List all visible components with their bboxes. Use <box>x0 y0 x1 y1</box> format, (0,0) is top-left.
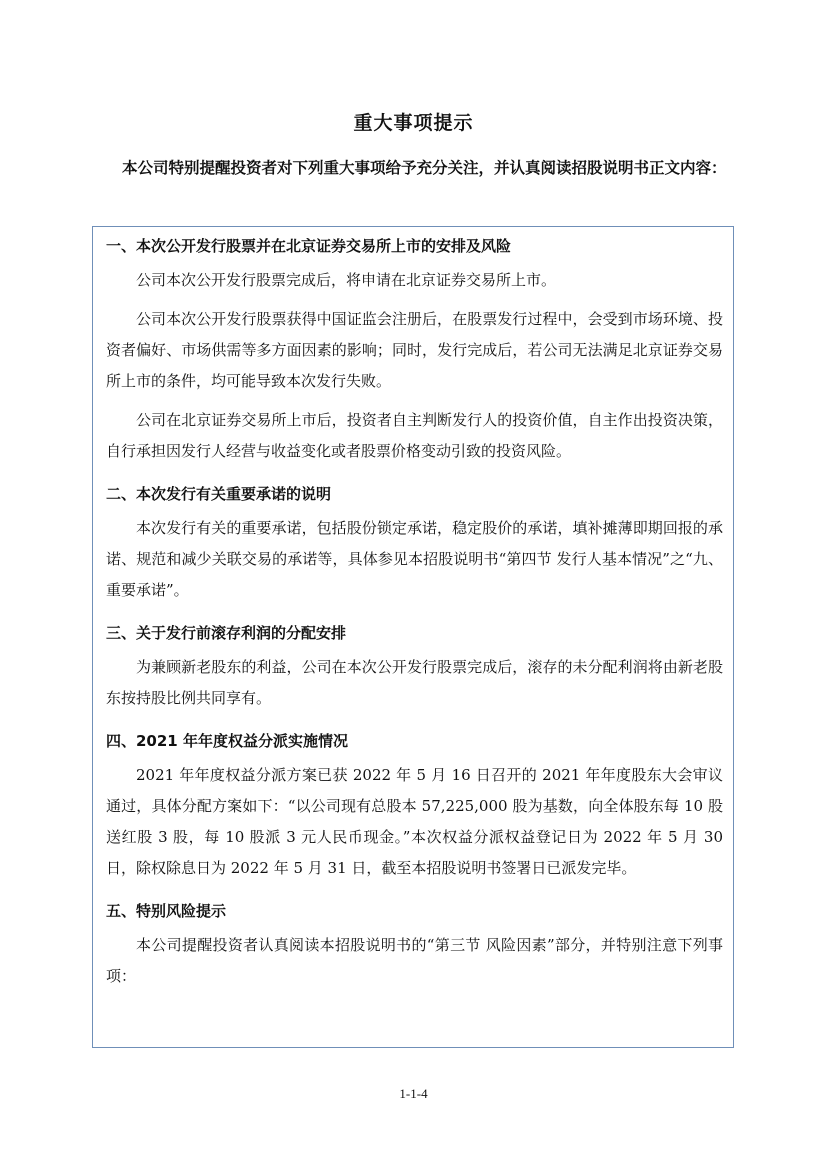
section-heading: 五、特别风险提示 <box>106 902 227 920</box>
paragraph: 公司在北京证券交易所上市后，投资者自主判断发行人的投资价值，自主作出投资决策，自行承担因发行人经营与收益变化或者股票价格变动引致的投资风险。 <box>106 411 723 460</box>
paragraph: 本次发行有关的重要承诺，包括股份锁定承诺，稳定股价的承诺，填补摊薄即期回报的承诺、规范和减少关联交易的承诺等，具体参见本招股说明书“第四节 发行人基本情况”之“九、重要承诺”。 <box>106 519 723 599</box>
section-2 <box>106 475 723 606</box>
section-heading: 四、2021 年年度权益分派实施情况 <box>106 732 348 750</box>
section-4 <box>106 722 723 884</box>
paragraph: 本公司提醒投资者认真阅读本招股说明书的“第三节 风险因素”部分，并特别注意下列事项： <box>106 936 723 985</box>
page-title: 重大事项提示 <box>353 112 474 134</box>
paragraph: 为兼顾新老股东的利益，公司在本次公开发行股票完成后，滚存的未分配利润将由新老股东按持股比例共同享有。 <box>106 658 723 707</box>
section-1 <box>106 227 723 467</box>
section-heading: 一、本次公开发行股票并在北京证券交易所上市的安排及风险 <box>106 237 512 255</box>
intro-text: 本公司特别提醒投资者对下列重大事项给予充分关注，并认真阅读招股说明书正文内容： <box>122 159 727 177</box>
paragraph: 公司本次公开发行股票获得中国证监会注册后，在股票发行过程中，会受到市场环境、投资者偏好、市场供需等多方面因素的影响；同时，发行完成后，若公司无法满足北京证券交易所上市的条件，均可能导致本次发行失败。 <box>106 310 723 390</box>
section-heading: 三、关于发行前滚存利润的分配安排 <box>106 624 347 642</box>
paragraph: 2021 年年度权益分派方案已获 2022 年 5 月 16 日召开的 2021 年年度股东大会审议通过，具体分配方案如下：“以公司现有总股本 57,225,000 股为基数，向全体股东每 10 股送红股 3 股，每 10 股派 3 元人民币现金。”本次权益分派权益登记日为 2022 年 5 月 30 日，除权除息日为 2022 年 5 月 31 日，截至本招股说明书签署日已派发完毕。 <box>106 766 723 877</box>
content-box <box>92 226 734 1048</box>
section-5 <box>106 892 723 992</box>
page-number: 1-1-4 <box>399 1086 428 1101</box>
section-heading: 二、本次发行有关重要承诺的说明 <box>106 485 332 503</box>
section-3 <box>106 614 723 714</box>
paragraph: 公司本次公开发行股票完成后，将申请在北京证券交易所上市。 <box>136 271 557 289</box>
